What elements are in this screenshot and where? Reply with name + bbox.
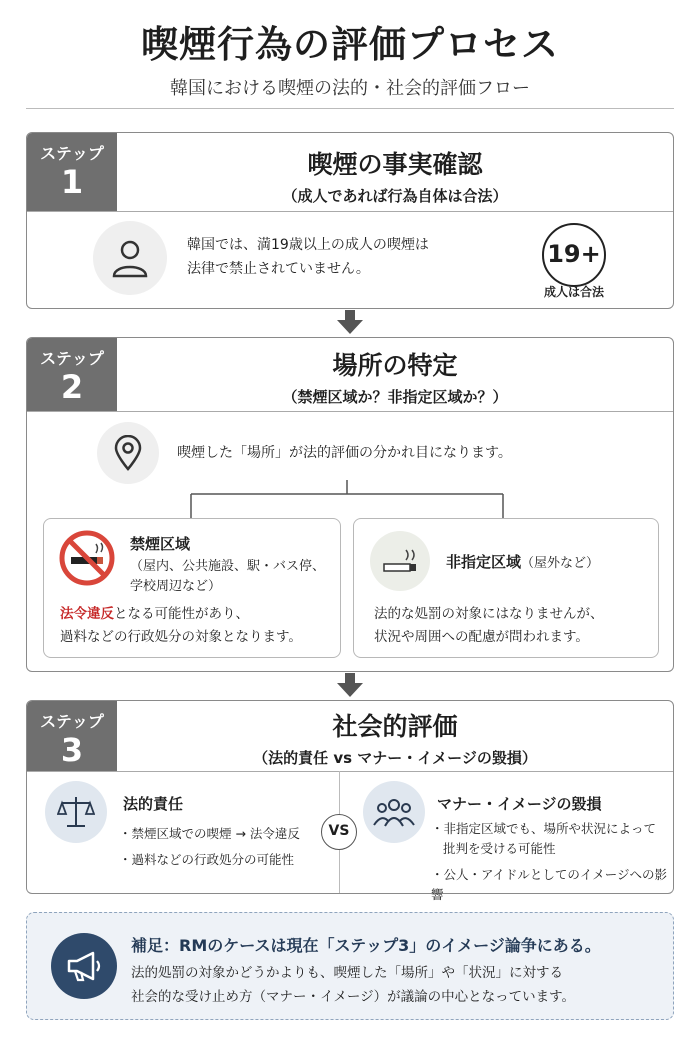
step-3-header: [117, 701, 673, 768]
manner-image-bullet-1: ・非指定区域でも、場所や状況によって: [431, 821, 657, 836]
vs-badge: VS: [321, 814, 357, 850]
step-1-card: [26, 132, 674, 309]
step-1-text-line2: 法律で禁止されていません。: [187, 261, 370, 277]
arrow-down-icon: [337, 310, 363, 334]
undesignated-zone-desc-1: 法的な処罰の対象にはなりませんが、: [374, 606, 604, 622]
step-1-divider: [27, 211, 673, 212]
note-line-1: 法的処罰の対象かどうかよりも、喫煙した「場所」や「状況」に対する: [131, 965, 563, 981]
step-3-title: 社会的評価: [332, 712, 458, 741]
legal-responsibility-bullet-1: ・禁煙区域での喫煙 → 法令違反: [119, 826, 300, 841]
step-3-divider: [27, 771, 673, 772]
undesignated-zone-panel: [353, 518, 659, 658]
arrow-down-icon: [337, 673, 363, 697]
violation-label: 法令違反: [60, 606, 114, 622]
step-2-header: [117, 338, 673, 407]
no-smoking-icon: [58, 529, 116, 587]
step-1-title: 喫煙の事実確認: [307, 150, 483, 179]
legal-responsibility-title: 法的責任: [123, 795, 184, 813]
age-badge-caption: 成人は合法: [543, 285, 604, 299]
page-subtitle: 韓国における喫煙の法的・社会的評価フロー: [170, 78, 530, 99]
undesignated-zone-title: 非指定区域: [446, 553, 522, 571]
no-smoking-zone-panel: [43, 518, 341, 658]
person-icon: [93, 221, 167, 295]
step-2-badge: [27, 338, 117, 411]
step-3-label: ステップ: [40, 712, 104, 731]
cigarette-icon: [370, 531, 430, 591]
no-smoking-zone-desc-2: 過料などの行政処分の対象となります。: [60, 629, 302, 645]
step-2-divider: [27, 411, 673, 412]
step-2-subtitle: （禁煙区域か？非指定区域か？）: [282, 388, 508, 406]
header-divider: [26, 108, 674, 109]
note-title: 補足：RMのケースは現在「ステップ3」のイメージ論争にある。: [131, 936, 601, 955]
age-badge: 19+: [542, 223, 606, 287]
no-smoking-zone-detail-2: 学校周辺など）: [130, 579, 222, 594]
supplement-note: [26, 912, 674, 1020]
step-2-card: [26, 337, 674, 672]
manner-image-title: マナー・イメージの毀損: [437, 795, 602, 813]
step-1-badge: [27, 133, 117, 211]
megaphone-icon: [51, 933, 117, 999]
step-3-badge: [27, 701, 117, 771]
no-smoking-zone-title: 禁煙区域: [130, 535, 191, 553]
note-line-2: 社会的な受け止め方（マナー・イメージ）が議論の中心となっています。: [131, 989, 576, 1005]
step-3-card: [26, 700, 674, 902]
step-2-text: 喫煙した「場所」が法的評価の分かれ目になります。: [177, 445, 512, 461]
step-3-subtitle: （法的責任 vs マナー・イメージの毀損）: [253, 749, 537, 767]
no-smoking-zone-detail-1: （屋内、公共施設、駅・バス停、: [130, 559, 326, 574]
branch-connector: [177, 480, 517, 522]
legal-responsibility-bullet-2: ・過料などの行政処分の可能性: [119, 852, 295, 867]
step-2-number: 2: [60, 368, 84, 406]
page-title: 喫煙行為の評価プロセス: [141, 23, 559, 66]
location-pin-icon: [97, 422, 159, 484]
step-1-subtitle: （成人であれば行為自体は合法）: [282, 187, 508, 205]
step-1-header: [117, 133, 673, 206]
undesignated-zone-desc-2: 状況や周囲への配慮が問われます。: [374, 629, 589, 645]
step-2-label: ステップ: [40, 349, 104, 368]
manner-image-bullet-2: ・公人・アイドルとしてのイメージへの影響: [431, 867, 668, 902]
step-3-number: 3: [60, 731, 84, 769]
step-2-title: 場所の特定: [332, 351, 458, 380]
step-1-number: 1: [60, 163, 84, 201]
people-group-icon: [363, 781, 425, 843]
step-1-text-line1: 韓国では、満19歳以上の成人の喫煙は: [187, 237, 429, 253]
undesignated-zone-paren: （屋外など）: [521, 556, 600, 571]
scales-icon: [45, 781, 107, 843]
no-smoking-zone-desc-1: となる可能性があり、: [114, 606, 249, 622]
manner-image-bullet-1b: 批判を受ける可能性: [443, 841, 556, 856]
step-1-label: ステップ: [40, 144, 104, 163]
